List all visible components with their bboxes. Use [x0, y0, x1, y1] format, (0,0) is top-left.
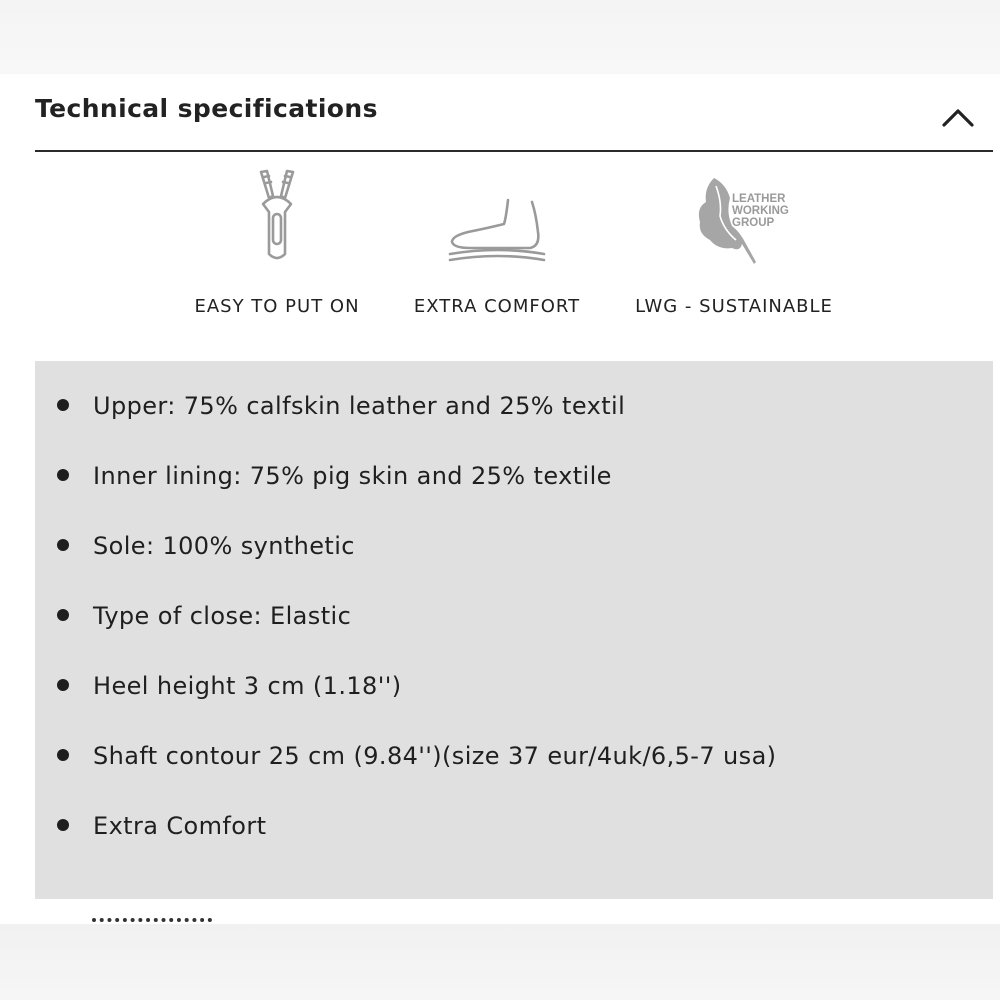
- leather-working-group-logo: [692, 168, 792, 264]
- spec-text: Shaft contour 25 cm (9.84'')(size 37 eur/4uk/6,5-7 usa): [93, 742, 777, 770]
- spec-text: Type of close: Elastic: [93, 602, 352, 630]
- collapse-button[interactable]: [941, 104, 975, 128]
- feature-label: EASY TO PUT ON: [194, 296, 360, 317]
- spec-text: Upper: 75% calfskin leather and 25% textil: [93, 392, 626, 420]
- bullet-icon: [57, 749, 69, 761]
- bullet-icon: [57, 469, 69, 481]
- spec-item: [35, 805, 993, 875]
- bottom-fade: [0, 924, 1000, 1000]
- chevron-up-icon: [941, 104, 975, 128]
- spec-item: [35, 525, 993, 595]
- spec-item: [35, 665, 993, 735]
- feature-icons-row: [0, 160, 1000, 360]
- zipper-icon: [255, 168, 299, 264]
- section-title: Technical specifications: [35, 94, 378, 123]
- svg-text:LEATHER: LEATHER: [732, 193, 786, 205]
- bullet-icon: [57, 679, 69, 691]
- spec-text: Inner lining: 75% pig skin and 25% textile: [93, 462, 612, 490]
- specifications-list: [35, 361, 993, 899]
- bullet-icon: [57, 539, 69, 551]
- feature-label: LWG - SUSTAINABLE: [635, 296, 833, 317]
- bullet-icon: [57, 609, 69, 621]
- bullet-icon: [57, 399, 69, 411]
- bullet-icon: [57, 819, 69, 831]
- feature-extra-comfort: [406, 160, 588, 340]
- svg-text:WORKING: WORKING: [732, 205, 789, 217]
- feature-easy-to-put-on: [186, 160, 368, 340]
- spec-text: Heel height 3 cm (1.18''): [93, 672, 402, 700]
- feature-lwg-sustainable: [628, 160, 840, 340]
- spec-text: Extra Comfort: [93, 812, 267, 840]
- feature-label: EXTRA COMFORT: [413, 296, 581, 317]
- spec-item: [35, 595, 993, 665]
- spec-item: [35, 735, 993, 805]
- foot-icon: [448, 194, 546, 264]
- spec-item: [35, 385, 993, 455]
- spec-item: [35, 455, 993, 525]
- top-fade: [0, 0, 1000, 74]
- spec-text: Sole: 100% synthetic: [93, 532, 355, 560]
- technical-specifications-header[interactable]: [35, 74, 993, 152]
- svg-text:GROUP: GROUP: [732, 217, 775, 229]
